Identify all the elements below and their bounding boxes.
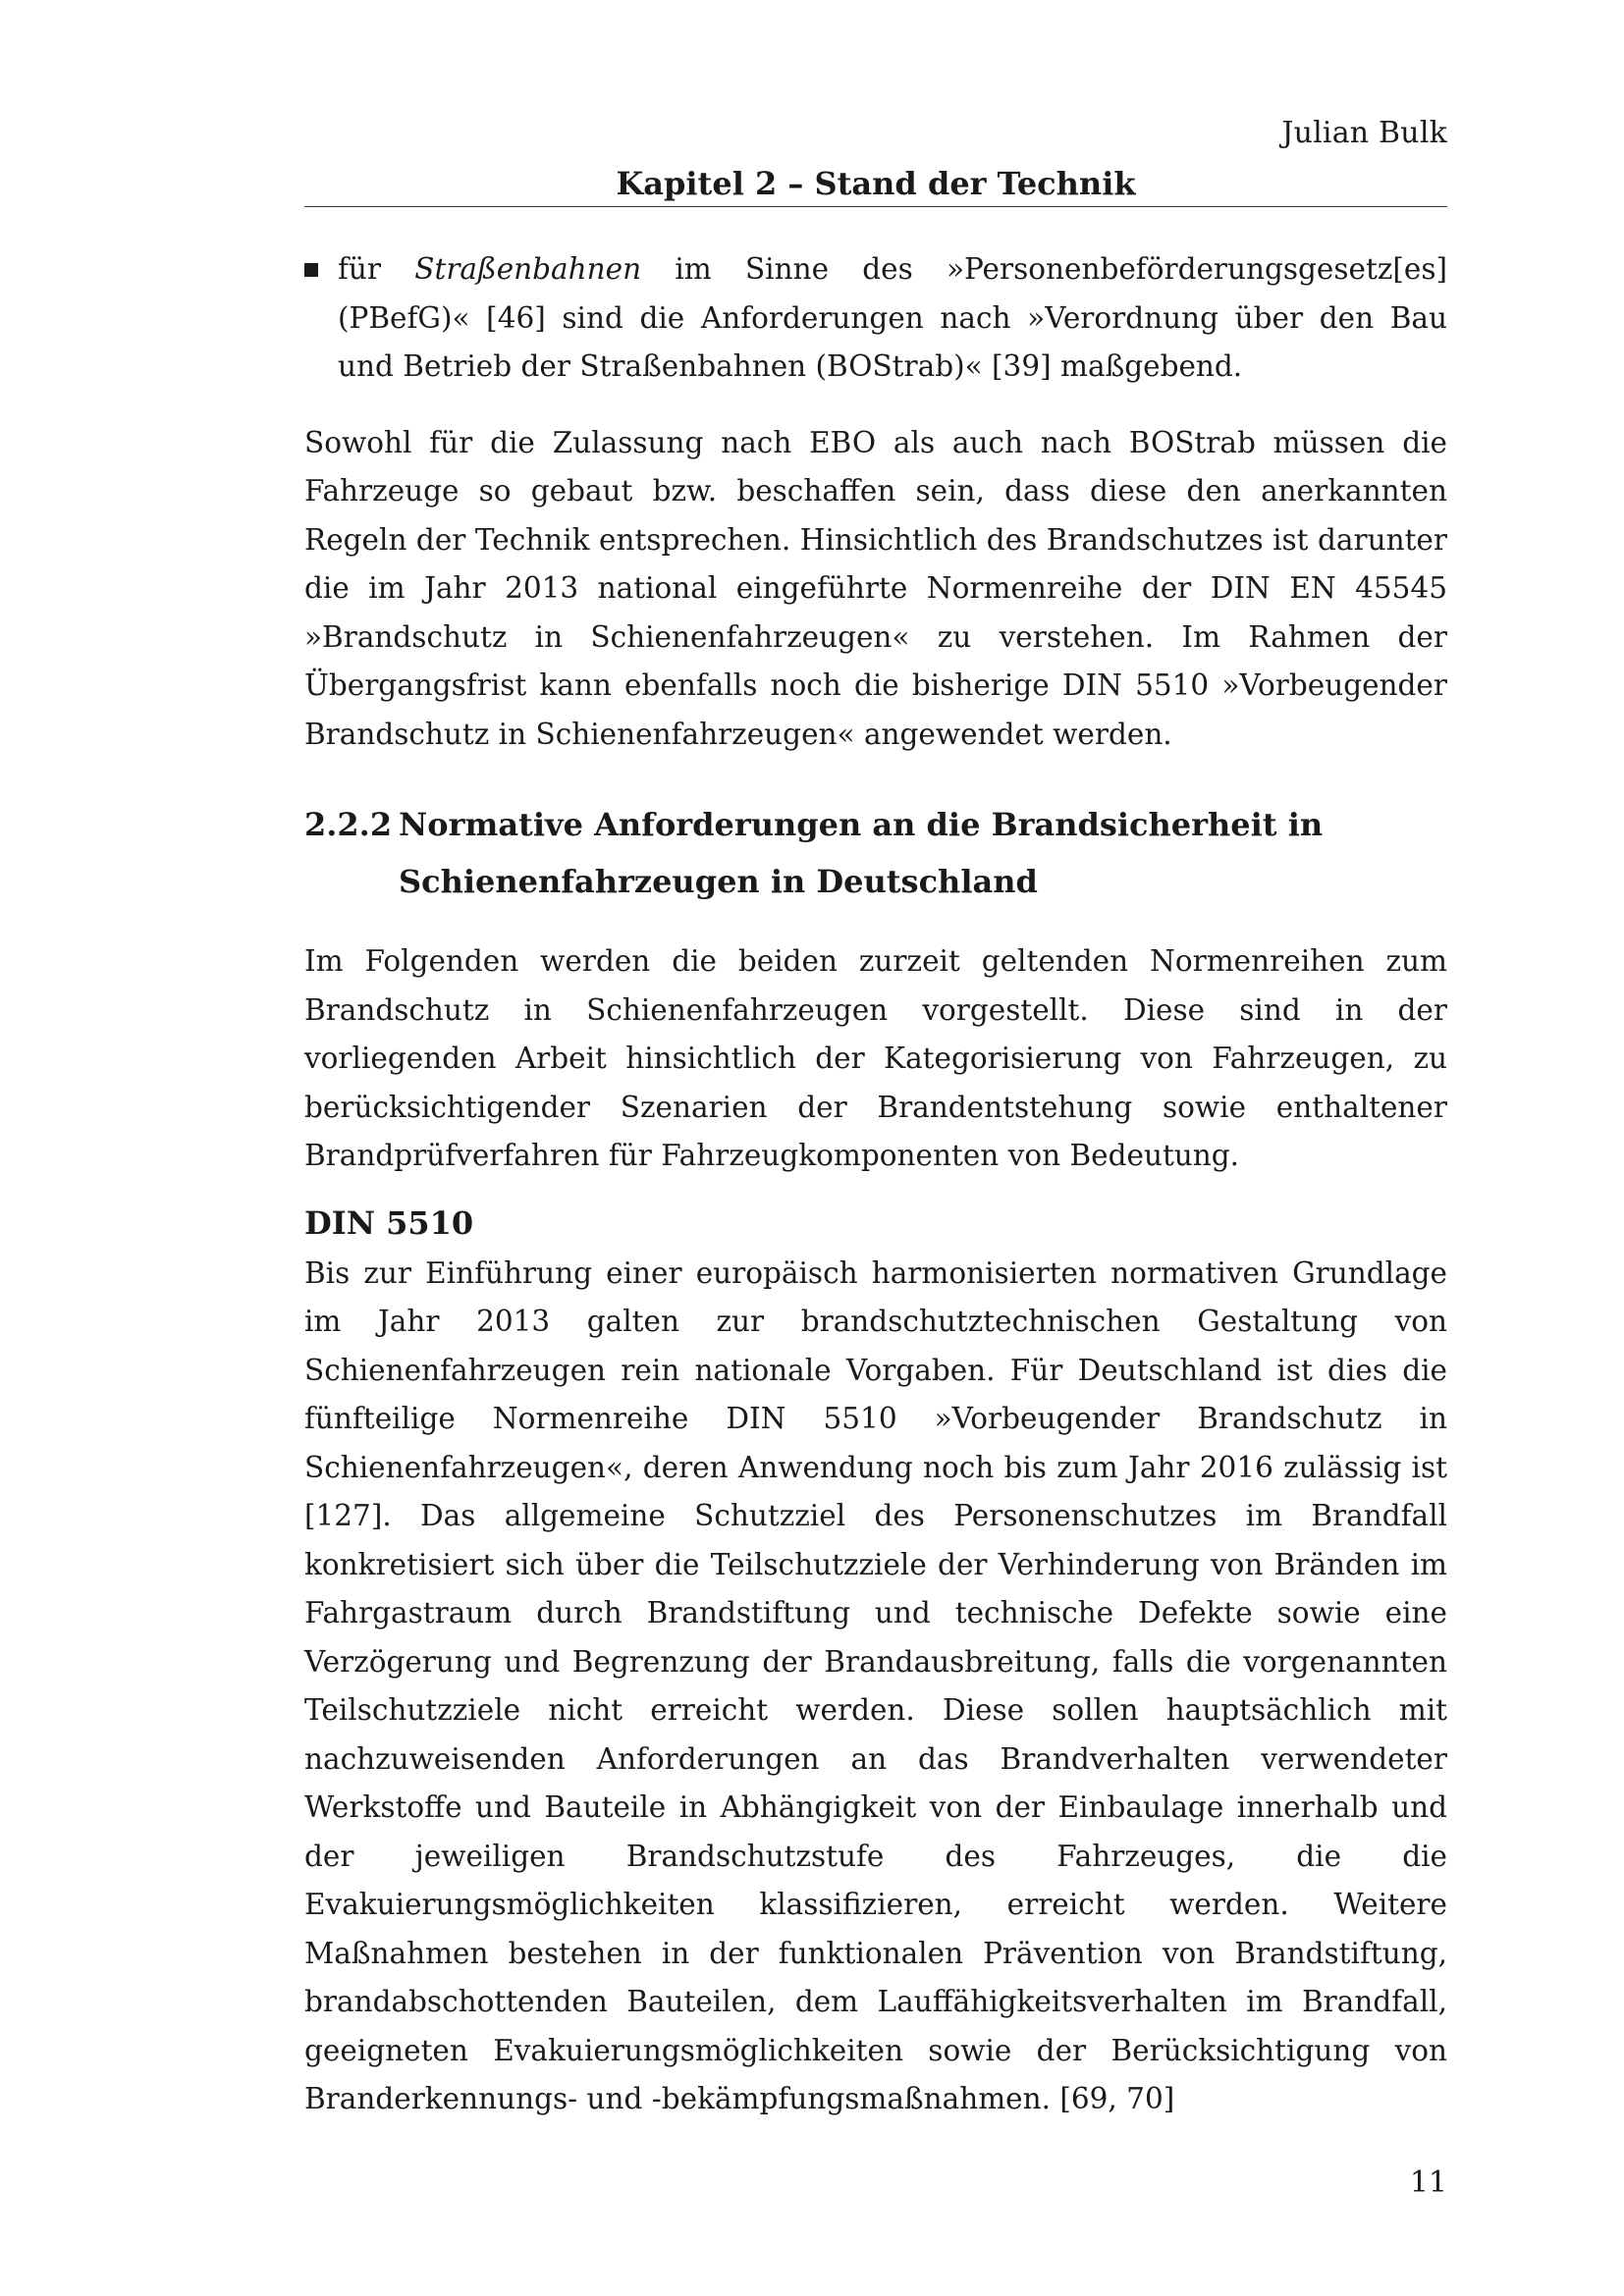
bullet-square-icon xyxy=(304,263,318,277)
paragraph-zulassung: Sowohl für die Zulassung nach EBO als auch nach BOStrab müssen die Fahrzeuge so gebaut bzw. beschaffen sein, dass diese den anerkannten Regeln der Technik entsprechen. Hinsichtlich des Brandschutzes ist darunter die im Jahr 2013 national eingeführte Normenreihe der DIN EN 45545 »Brandschutz in Schienenfahrzeugen« zu verstehen. Im Rahmen der Übergangsfrist kann ebenfalls noch die bisherige DIN 5510 »Vorbeugender Brandschutz in Schienenfahrzeugen« angewendet werden. xyxy=(304,425,1447,751)
bullet-prefix: für xyxy=(338,252,415,286)
list-item-strassenbahnen xyxy=(304,245,1447,392)
header-chapter-title: Kapitel 2 – Stand der Technik xyxy=(616,165,1136,202)
header-divider xyxy=(304,206,1447,207)
section-heading-2-2-2 xyxy=(304,796,1447,910)
section-number: 2.2.2 xyxy=(304,806,393,843)
bullet-text: im Sinne des »Personenbeförderungsgesetz[es] (PBefG)« [46] sind die Anforderungen nach »Verordnung über den Bau und Betrieb der Straßenbahnen (BOStrab)« [39] maßgebend. xyxy=(338,252,1447,383)
paragraph-din-5510: Bis zur Einführung einer europäisch harmonisierten normativen Grundlage im Jahr 2013 galten zur brandschutztechnischen Gestaltung von Schienenfahrzeugen rein nationale Vorgaben. Für Deutschland ist dies die fünfteilige Normenreihe DIN 5510 »Vorbeugender Brandschutz in Schienenfahrzeugen«, deren Anwendung noch bis zum Jahr 2016 zulässig ist [127]. Das allgemeine Schutzziel des Personenschutzes im Brandfall konkretisiert sich über die Teilschutzziele der Verhinderung von Bränden im Fahrgastraum durch Brandstiftung und technische Defekte sowie eine Verzögerung und Begrenzung der Brandausbreitung, falls die vorgenannten Teilschutzziele nicht erreicht werden. Diese sollen hauptsächlich mit nachzuweisenden Anforderungen an das Brandverhalten verwendeter Werkstoffe und Bauteile in Abhängigkeit von der Einbaulage innerhalb und der jeweiligen Brandschutzstufe des Fahrzeuges, die die Evakuierungsmöglichkeiten klassifizieren, erreicht werden. Weitere Maßnahmen bestehen in der funktionalen Prävention von Brandstiftung, brandabschottenden Bauteilen, dem Lauffähigkeitsverhalten im Brandfall, geeigneten Evakuierungsmöglichkeiten sowie der Berücksichtigung von Branderkennungs- und -bekämpfungsmaßnahmen. [69, 70] xyxy=(304,1255,1447,2115)
paragraph-normenreihen: Im Folgenden werden die beiden zurzeit geltenden Normenreihen zum Brandschutz in Schienenfahrzeugen vorgestellt. Diese sind in der vorliegenden Arbeit hinsichtlich der Kategorisierung von Fahrzeugen, zu berücksichtigender Szenarien der Brandentstehung sowie enthaltener Brandprüfverfahren für Fahrzeugkomponenten von Bedeutung. xyxy=(304,944,1447,1172)
bullet-italic-term: Straßenbahnen xyxy=(414,252,642,286)
section-title: Normative Anforderungen an die Brandsicherheit in Schienenfahrzeugen in Deutschland xyxy=(399,806,1324,900)
main-content xyxy=(304,245,1447,2124)
page-number: 11 xyxy=(1409,2165,1447,2200)
subsection-heading-din-5510: DIN 5510 xyxy=(304,1203,474,1242)
header-author: Julian Bulk xyxy=(1281,116,1447,150)
